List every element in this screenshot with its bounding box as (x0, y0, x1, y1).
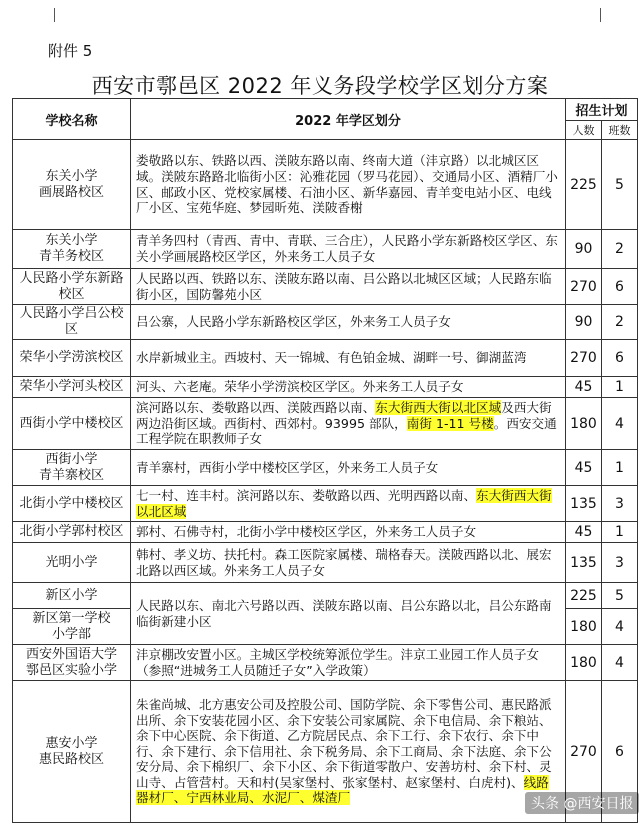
district-area: 青羊务四村（青西、青中、青联、三合庄），人民路小学东新路校区学区、东关小学画展路校区学区，外来务工人员子女 (131, 230, 566, 269)
district-area: 吕公寨，人民路小学东新路校区学区，外来务工人员子女 (131, 305, 566, 340)
district-area (131, 398, 566, 450)
header-area: 2022 年学区划分 (131, 99, 566, 140)
district-area: 娄敬路以东、铁路以西、渼陂东路以南、终南大道（沣京路）以北城区区域。渼陂东路路北临街小区：沁雅花园（罗马花园）、交通局小区、酒精厂小区、邮政小区、党校家属楼、石油小区、新华嘉园、青羊变电站小区、电线厂小区、宝苑华庭、梦园昕苑、渼陂香榭 (131, 140, 566, 230)
table-row (13, 140, 638, 230)
header-plan: 招生计划 (565, 99, 637, 121)
crop-mark-left (40, 8, 55, 22)
table-row (13, 340, 638, 377)
plan-classes: 5 (601, 583, 637, 609)
plan-classes: 4 (601, 609, 637, 645)
school-name: 东关小学 画展路校区 (13, 140, 131, 230)
plan-people: 180 (565, 609, 601, 645)
plan-classes: 6 (601, 269, 637, 305)
school-name: 西街小学 青羊寨校区 (13, 450, 131, 486)
plan-classes: 2 (601, 230, 637, 269)
plan-classes: 5 (601, 140, 637, 230)
school-name: 西街小学中楼校区 (13, 398, 131, 450)
table-row (13, 450, 638, 486)
plan-classes: 1 (601, 522, 637, 543)
source-watermark: 头条 @西安日报 (525, 792, 639, 814)
plan-people: 45 (565, 522, 601, 543)
district-area: 青羊寨村，西街小学中楼校区学区，外来务工人员子女 (131, 450, 566, 486)
plan-classes: 1 (601, 450, 637, 486)
plan-classes: 4 (601, 398, 637, 450)
school-name: 惠安小学 惠民路校区 (13, 681, 131, 823)
plan-classes: 2 (601, 305, 637, 340)
district-area: 人民路以东、南北六号路以西、渼陂东路以南、吕公东路以北，吕公东路南临街新建小区 (131, 583, 566, 645)
plan-people: 90 (565, 230, 601, 269)
plan-people: 45 (565, 450, 601, 486)
table-row (13, 305, 638, 340)
table-row (13, 645, 638, 681)
table-row (13, 543, 638, 583)
plan-people: 225 (565, 583, 601, 609)
district-area: 沣京棚改安置小区。主城区学校统筹派位学生。沣京工业园工作人员子女（参照“进城务工人员随迁子女”入学政策） (131, 645, 566, 681)
table-row (13, 486, 638, 522)
attachment-label: 附件 5 (48, 42, 93, 60)
plan-classes: 3 (601, 543, 637, 583)
school-name: 西安外国语大学 鄠邑区实验小学 (13, 645, 131, 681)
area-text: 滨河路以东、娄敬路以西、渼陂西路以南、 (136, 400, 376, 416)
table-row (13, 522, 638, 543)
table-row (13, 377, 638, 398)
district-area: 韩村、孝义坊、扶托村。森工医院家属楼、瑞格春天。渼陂西路以北、展宏北路以西区域。外来务工人员子女 (131, 543, 566, 583)
school-name: 荣华小学涝滨校区 (13, 340, 131, 377)
school-name: 人民路小学吕公校区 (13, 305, 131, 340)
plan-people: 180 (565, 398, 601, 450)
plan-people: 180 (565, 645, 601, 681)
plan-classes: 4 (601, 645, 637, 681)
district-area: 河头、六老庵。荣华小学涝滨校区学区。外来务工人员子女 (131, 377, 566, 398)
school-name: 北街小学郭村校区 (13, 522, 131, 543)
area-text: 。西安交通工程学院在职教师子女 (136, 415, 557, 447)
header-people: 人数 (565, 121, 601, 140)
area-text: 朱雀尚城、北方惠安公司及控股公司、国防学院、余下零售公司、惠民路派出所、余下安装花园小区、余下安装公司家属院、余下电信局、余下粮站、余下中心医院、余下街道、乙方院居民点、余下工行、余下农行、余下中行、余下建行、余下信用社、余下税务局、余下工商局、余下法庭、余下公安分局、余下棉织厂、余下小区、余下街道零散户、安善坊村、余下村、灵山寺、占管营村。天和村(吴家堡村、张家堡村、赵家堡村、白虎村)、 (136, 696, 552, 790)
school-district-table (12, 98, 638, 823)
plan-people: 270 (565, 269, 601, 305)
plan-people: 45 (565, 377, 601, 398)
district-area (131, 486, 566, 522)
table-row (13, 583, 638, 609)
school-name: 人民路小学东新路校区 (13, 269, 131, 305)
plan-classes: 3 (601, 486, 637, 522)
highlighted-area: 南街 1-11 号楼 (406, 415, 494, 431)
header-classes: 班数 (601, 121, 637, 140)
school-name: 新区第一学校 小学部 (13, 609, 131, 645)
table-row (13, 398, 638, 450)
district-area: 水岸新城业主。西坡村、天一锦城、有色铂金城、湖畔一号、御湖蓝湾 (131, 340, 566, 377)
plan-people: 135 (565, 486, 601, 522)
table-header-row (13, 99, 638, 121)
school-name: 荣华小学河头校区 (13, 377, 131, 398)
plan-people: 270 (565, 681, 601, 823)
school-name: 光明小学 (13, 543, 131, 583)
highlighted-area: 东大街西大街以北区域 (136, 487, 552, 519)
plan-people: 135 (565, 543, 601, 583)
plan-classes: 6 (601, 681, 637, 823)
table-row (13, 230, 638, 269)
highlighted-area: 东大街西大街以北区域 (375, 400, 502, 416)
crop-mark-right (600, 8, 615, 22)
highlighted-area: 线路器材厂、宁西林业局、水泥厂、煤渣厂 (136, 774, 549, 806)
area-text: 七一村、连丰村。滨河路以东、娄敬路以西、光明西路以南、 (136, 487, 477, 503)
plan-people: 225 (565, 140, 601, 230)
header-school: 学校名称 (13, 99, 131, 140)
plan-people: 270 (565, 340, 601, 377)
school-name: 新区小学 (13, 583, 131, 609)
school-name: 东关小学 青羊务校区 (13, 230, 131, 269)
district-area: 人民路以西、铁路以东、渼陂东路以南、吕公路以北城区区域；人民路东临街小区，国防馨苑小区 (131, 269, 566, 305)
page-title: 西安市鄠邑区 2022 年义务段学校学区划分方案 (91, 74, 549, 98)
plan-people: 90 (565, 305, 601, 340)
table-row (13, 269, 638, 305)
plan-classes: 6 (601, 340, 637, 377)
district-area (131, 681, 566, 823)
area-text: 及西大街两边沿街区域。西街村、西郊村。93995 部队， (136, 400, 552, 431)
district-area: 郭村、石佛寺村，北街小学中楼校区学区，外来务工人员子女 (131, 522, 566, 543)
plan-classes: 1 (601, 377, 637, 398)
school-name: 北街小学中楼校区 (13, 486, 131, 522)
